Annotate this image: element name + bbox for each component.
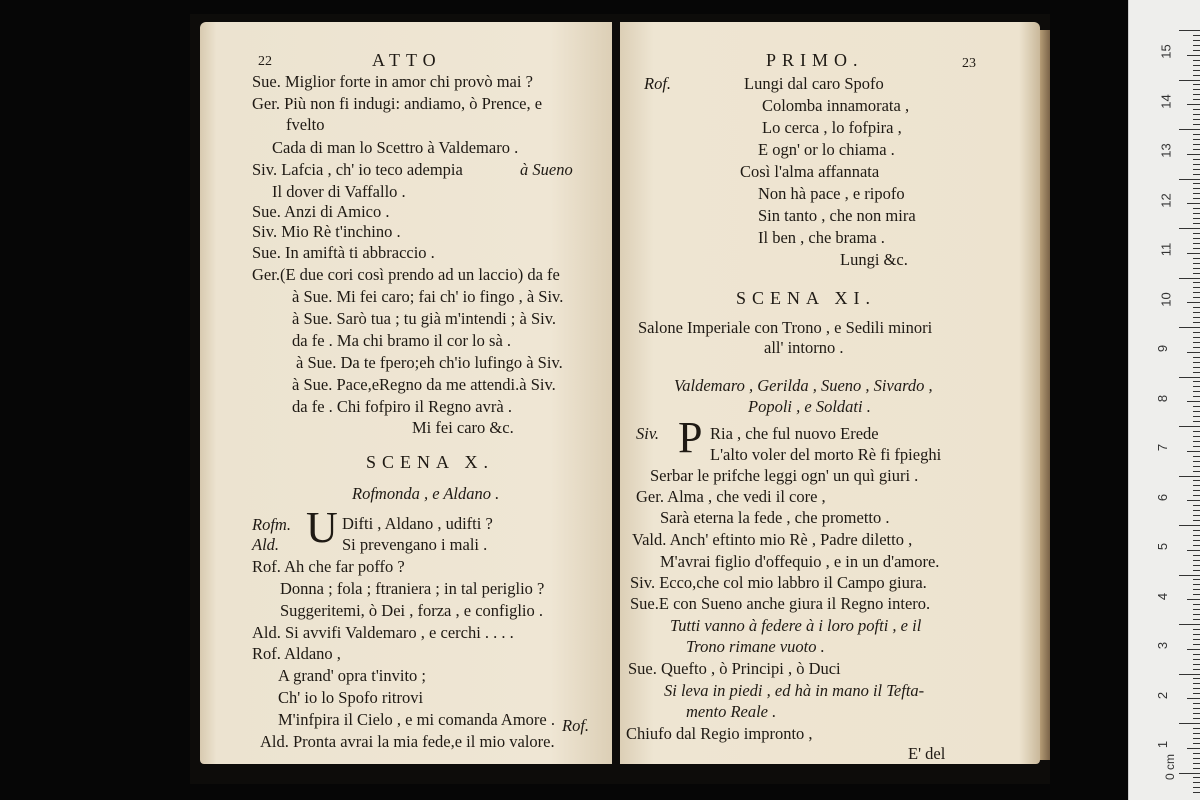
text-line: Il ben , che brama . <box>758 228 885 247</box>
text-line: Sue. Anzi di Amico . <box>252 202 390 221</box>
ruler-tick <box>1187 253 1200 254</box>
ruler-tick <box>1193 431 1200 432</box>
ruler-tick <box>1193 570 1200 571</box>
ruler-tick <box>1193 40 1200 41</box>
ruler-tick <box>1193 84 1200 85</box>
ruler-tick <box>1193 664 1200 665</box>
scene-characters: Rofmonda , e Aldano . <box>352 484 500 503</box>
ruler-tick <box>1187 550 1200 551</box>
measurement-ruler <box>1128 0 1200 800</box>
ruler-tick <box>1193 287 1200 288</box>
ruler-tick <box>1193 614 1200 615</box>
ruler-tick <box>1187 302 1200 303</box>
ruler-tick <box>1193 223 1200 224</box>
text-line: Vald. Anch' eftinto mio Rè , Padre diletto , <box>632 530 913 549</box>
ruler-number: 14 <box>1158 93 1174 109</box>
scene-heading: SCENA XI. <box>736 288 877 308</box>
text-line: Ger.(E due cori così prendo ad un laccio) da fe <box>252 265 560 284</box>
ruler-tick <box>1193 362 1200 363</box>
page-edges <box>1040 30 1050 760</box>
ruler-tick <box>1193 584 1200 585</box>
ruler-tick <box>1193 193 1200 194</box>
ruler-tick <box>1193 391 1200 392</box>
ruler-tick <box>1193 703 1200 704</box>
ruler-tick <box>1193 728 1200 729</box>
ruler-number: 10 <box>1158 291 1174 307</box>
ruler-tick <box>1193 560 1200 561</box>
ruler-tick <box>1187 748 1200 749</box>
ruler-tick <box>1193 683 1200 684</box>
ruler-number: 9 <box>1155 344 1171 353</box>
ruler-number: 12 <box>1158 192 1174 208</box>
text-line: Sue. In amiftà ti abbraccio . <box>252 243 435 262</box>
ruler-tick <box>1193 35 1200 36</box>
ruler-tick <box>1193 70 1200 71</box>
text-line: Ch' io lo Spofo ritrovi <box>278 688 424 707</box>
ruler-number: 3 <box>1155 641 1171 650</box>
ruler-tick <box>1193 45 1200 46</box>
ruler-tick <box>1193 406 1200 407</box>
ruler-tick <box>1193 149 1200 150</box>
ruler-tick <box>1193 297 1200 298</box>
ruler-tick <box>1193 169 1200 170</box>
text-line: da fe . Ma chi bramo il cor lo sà . <box>292 331 512 350</box>
ruler-number: 6 <box>1155 493 1171 501</box>
ruler-number: 7 <box>1155 443 1171 452</box>
ruler-tick <box>1193 144 1200 145</box>
ruler-tick <box>1193 466 1200 467</box>
text-line: Sin tanto , che non mira <box>758 206 916 225</box>
ruler-tick <box>1193 174 1200 175</box>
ruler-tick <box>1193 545 1200 546</box>
ruler-tick <box>1193 659 1200 660</box>
ruler-tick <box>1187 401 1200 402</box>
ruler-tick <box>1193 763 1200 764</box>
ruler-tick <box>1193 386 1200 387</box>
ruler-tick <box>1187 649 1200 650</box>
ruler-tick <box>1193 490 1200 491</box>
ruler-tick <box>1193 520 1200 521</box>
text-line: Il dover di Vaffallo . <box>272 182 406 201</box>
ruler-tick <box>1193 357 1200 358</box>
text-line: à Sue. Sarò tua ; tu già m'intendi ; à Siv. <box>292 309 557 328</box>
ruler-tick <box>1193 213 1200 214</box>
text-line: à Sue. Mi fei caro; fai ch' io fingo , à Siv. <box>292 287 564 306</box>
ruler-tick <box>1193 480 1200 481</box>
ruler-tick <box>1179 723 1200 724</box>
ruler-tick <box>1193 282 1200 283</box>
ruler-tick <box>1179 278 1200 279</box>
ruler-tick <box>1193 322 1200 323</box>
ruler-tick <box>1179 426 1200 427</box>
ruler-tick <box>1179 228 1200 229</box>
ruler-tick <box>1193 396 1200 397</box>
text-line: Serbar le prifche leggi ogn' un quì giuri . <box>650 466 919 485</box>
ruler-tick <box>1193 139 1200 140</box>
stage-direction: Si leva in piedi , ed hà in mano il Tefta- <box>664 681 925 700</box>
ruler-tick <box>1193 777 1200 778</box>
text-line: Rof. Aldano , <box>252 644 341 663</box>
text-line: M'infpira il Cielo , e mi comanda Amore . <box>278 710 555 729</box>
text-line: Ald. Si avvifi Valdemaro , e cerchi . . . . <box>252 623 514 642</box>
text-line: Così l'alma affannata <box>740 162 880 181</box>
ruler-tick <box>1193 713 1200 714</box>
ruler-tick <box>1193 317 1200 318</box>
ruler-tick <box>1193 367 1200 368</box>
ruler-tick <box>1179 624 1200 625</box>
stage-direction: à Sueno <box>520 160 573 179</box>
ruler-tick <box>1193 693 1200 694</box>
ruler-tick <box>1179 773 1200 774</box>
ruler-tick <box>1193 634 1200 635</box>
ruler-tick <box>1187 698 1200 699</box>
ruler-tick <box>1193 436 1200 437</box>
ruler-tick <box>1193 411 1200 412</box>
text-line: Donna ; fola ; ftraniera ; in tal periglio ? <box>280 579 545 598</box>
ruler-tick <box>1193 50 1200 51</box>
ruler-tick <box>1193 292 1200 293</box>
catchword: E' del <box>908 744 946 763</box>
ruler-tick <box>1193 654 1200 655</box>
text-line: à Sue. Pace,eRegno da me attendi.à Siv. <box>292 375 556 394</box>
text-line: Chiufo dal Regio impronto , <box>626 724 813 743</box>
ruler-tick <box>1193 198 1200 199</box>
ruler-number: 13 <box>1158 143 1174 158</box>
ruler-tick <box>1187 203 1200 204</box>
ruler-tick <box>1187 451 1200 452</box>
ruler-tick <box>1193 89 1200 90</box>
text-line: Difti , Aldano , udifti ? <box>342 514 493 533</box>
ruler-number: 15 <box>1158 44 1174 59</box>
text-line: M'avrai figlio d'offequio , e in un d'amore. <box>660 552 940 571</box>
text-line: à Sue. Da te fpero;eh ch'io lufingo à Siv. <box>296 353 563 372</box>
ruler-tick <box>1187 55 1200 56</box>
text-line: Rof. Ah che far poffo ? <box>252 557 405 576</box>
ruler-tick <box>1193 495 1200 496</box>
scene-characters: Valdemaro , Gerilda , Sueno , Sivardo , <box>674 376 933 395</box>
speaker-label: Rofm. <box>252 515 291 534</box>
drop-cap: P <box>678 413 703 462</box>
ruler-tick <box>1193 119 1200 120</box>
ruler-tick <box>1193 639 1200 640</box>
speaker-label: Rof. <box>644 74 672 93</box>
ruler-tick <box>1193 535 1200 536</box>
ruler-tick <box>1193 109 1200 110</box>
ruler-tick <box>1193 609 1200 610</box>
ruler-tick <box>1193 65 1200 66</box>
ruler-tick <box>1193 218 1200 219</box>
text-line: Suggeritemi, ò Dei , forza , e configlio . <box>280 601 544 620</box>
ruler-tick <box>1193 688 1200 689</box>
text-line: da fe . Chi fofpiro il Regno avrà . <box>292 397 512 416</box>
ruler-tick <box>1193 332 1200 333</box>
ruler-tick <box>1193 347 1200 348</box>
running-head: PRIMO. <box>766 50 864 70</box>
text-line: Lungi dal caro Spofo <box>744 74 884 93</box>
ruler-tick <box>1193 456 1200 457</box>
ruler-tick <box>1193 787 1200 788</box>
ruler-tick <box>1193 565 1200 566</box>
text-line: Non hà pace , e ripofo <box>758 184 905 203</box>
ruler-tick <box>1179 327 1200 328</box>
ruler-tick <box>1193 421 1200 422</box>
text-line: Siv. Mio Rè t'inchino . <box>252 222 401 241</box>
ruler-tick <box>1193 540 1200 541</box>
ruler-tick <box>1193 312 1200 313</box>
ruler-tick <box>1187 352 1200 353</box>
ruler-tick <box>1193 94 1200 95</box>
ruler-tick <box>1193 337 1200 338</box>
ruler-tick <box>1193 782 1200 783</box>
ruler-tick <box>1179 129 1200 130</box>
text-line: Ald. Pronta avrai la mia fede,e il mio valore. <box>260 732 555 751</box>
ruler-tick <box>1193 273 1200 274</box>
ruler-tick <box>1193 619 1200 620</box>
ruler-tick <box>1193 530 1200 531</box>
drop-cap: U <box>306 503 338 552</box>
ruler-unit-label: 0 cm <box>1163 753 1178 781</box>
ruler-tick <box>1193 669 1200 670</box>
ruler-tick <box>1179 80 1200 81</box>
ruler-tick <box>1193 183 1200 184</box>
ruler-tick <box>1193 743 1200 744</box>
text-line: Siv. Lafcia , ch' io teco adempia <box>252 160 463 179</box>
scene-heading: SCENA X. <box>366 452 495 472</box>
ruler-tick <box>1193 446 1200 447</box>
text-line: fvelto <box>286 115 325 134</box>
ruler-tick <box>1193 792 1200 793</box>
ruler-number: 5 <box>1155 542 1171 551</box>
ruler-tick <box>1179 575 1200 576</box>
ruler-tick <box>1193 159 1200 160</box>
ruler-tick <box>1193 510 1200 511</box>
ruler-tick <box>1193 208 1200 209</box>
ruler-tick <box>1193 233 1200 234</box>
ruler-tick <box>1193 733 1200 734</box>
ruler-tick <box>1193 604 1200 605</box>
ruler-tick <box>1193 238 1200 239</box>
ruler-tick <box>1193 188 1200 189</box>
stage-direction: mento Reale . <box>686 702 777 721</box>
ruler-tick <box>1193 114 1200 115</box>
ruler-tick <box>1193 594 1200 595</box>
speaker-label: Ald. <box>252 535 280 554</box>
ruler-tick <box>1187 599 1200 600</box>
scene-setting: Salone Imperiale con Trono , e Sedili minori <box>638 318 933 337</box>
text-line: Sue. Miglior forte in amor chi provò mai ? <box>252 72 533 91</box>
text-line: Lungi &c. <box>840 250 908 269</box>
text-line: Colomba innamorata , <box>762 96 910 115</box>
ruler-tick <box>1193 258 1200 259</box>
ruler-number: 8 <box>1155 394 1171 402</box>
scene-characters: Popoli , e Soldati . <box>748 397 871 416</box>
text-line: E ogn' or lo chiama . <box>758 140 895 159</box>
ruler-tick <box>1193 268 1200 269</box>
ruler-tick <box>1179 674 1200 675</box>
ruler-tick <box>1193 372 1200 373</box>
stage-direction: Trono rimane vuoto . <box>686 637 825 656</box>
ruler-tick <box>1193 644 1200 645</box>
ruler-number: 4 <box>1155 592 1171 600</box>
ruler-tick <box>1179 377 1200 378</box>
ruler-tick <box>1179 30 1200 31</box>
catchword: Rof. <box>562 716 590 735</box>
ruler-tick <box>1193 753 1200 754</box>
ruler-tick <box>1193 381 1200 382</box>
text-line: L'alto voler del morto Rè fi fpieghi <box>710 445 942 464</box>
ruler-tick <box>1193 505 1200 506</box>
ruler-number: 2 <box>1155 691 1171 699</box>
ruler-tick <box>1193 758 1200 759</box>
ruler-tick <box>1193 75 1200 76</box>
ruler-tick <box>1193 471 1200 472</box>
running-head: ATTO <box>372 50 442 70</box>
text-line: Siv. Ecco,che col mio labbro il Campo giura. <box>630 573 927 592</box>
text-line: Sarà eterna la fede , che prometto . <box>660 508 890 527</box>
ruler-tick <box>1179 476 1200 477</box>
text-line: Lo cerca , lo fofpira , <box>762 118 902 137</box>
ruler-tick <box>1193 579 1200 580</box>
ruler-tick <box>1179 179 1200 180</box>
page-number: 22 <box>258 54 272 69</box>
ruler-tick <box>1193 515 1200 516</box>
stage-direction: Tutti vanno à federe à i loro pofti , e il <box>670 616 922 635</box>
ruler-tick <box>1193 461 1200 462</box>
ruler-tick <box>1193 441 1200 442</box>
ruler-tick <box>1193 768 1200 769</box>
ruler-tick <box>1193 134 1200 135</box>
text-line: Ger. Più non fi indugi: andiamo, ò Prence, e <box>252 94 543 113</box>
ruler-tick <box>1187 104 1200 105</box>
ruler-number: 1 <box>1155 740 1171 749</box>
ruler-tick <box>1193 263 1200 264</box>
text-line: Mi fei caro &c. <box>412 418 514 437</box>
ruler-tick <box>1193 307 1200 308</box>
text-line: Si prevengano i mali . <box>342 535 488 554</box>
text-line: A grand' opra t'invito ; <box>278 666 427 685</box>
ruler-tick <box>1193 243 1200 244</box>
text-line: Ger. Alma , che vedi il core , <box>636 487 826 506</box>
speaker-label: Siv. <box>636 424 660 443</box>
ruler-number: 11 <box>1158 242 1174 257</box>
page-number: 23 <box>962 56 976 71</box>
text-line: Sue. Quefto , ò Principi , ò Duci <box>628 659 841 678</box>
ruler-tick <box>1193 555 1200 556</box>
ruler-tick <box>1193 738 1200 739</box>
ruler-tick <box>1193 718 1200 719</box>
right-page <box>620 22 1040 764</box>
ruler-tick <box>1193 99 1200 100</box>
ruler-tick <box>1193 60 1200 61</box>
ruler-tick <box>1193 164 1200 165</box>
text-line: Sue.E con Sueno anche giura il Regno intero. <box>630 594 931 613</box>
scene-setting: all' intorno . <box>764 338 844 357</box>
ruler-tick <box>1193 629 1200 630</box>
ruler-tick <box>1193 678 1200 679</box>
ruler-tick <box>1193 485 1200 486</box>
ruler-tick <box>1193 589 1200 590</box>
ruler-tick <box>1179 525 1200 526</box>
ruler-tick <box>1193 342 1200 343</box>
ruler-tick <box>1193 708 1200 709</box>
ruler-tick <box>1193 124 1200 125</box>
ruler-tick <box>1187 154 1200 155</box>
text-line: Cada di man lo Scettro à Valdemaro . <box>272 138 519 157</box>
ruler-tick <box>1193 248 1200 249</box>
left-page <box>200 22 612 764</box>
ruler-tick <box>1193 416 1200 417</box>
text-line: Ria , che ful nuovo Erede <box>710 424 879 443</box>
ruler-tick <box>1187 500 1200 501</box>
